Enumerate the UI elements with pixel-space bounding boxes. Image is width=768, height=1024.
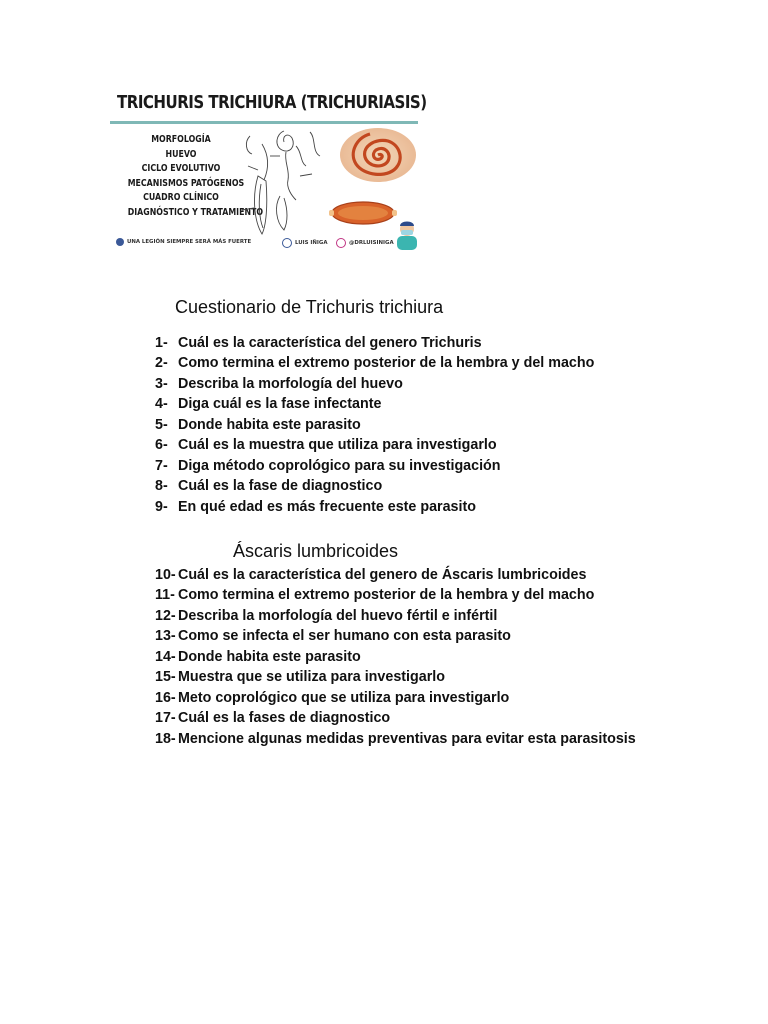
question-text: Mencione algunas medidas preventivas para evitar esta parasitosis	[178, 730, 636, 747]
section-heading-trichuris: Cuestionario de Trichuris trichiura	[175, 297, 444, 317]
banner-title: TRICHURIS TRICHIURA (TRICHURIASIS)	[117, 93, 427, 113]
question-text: Donde habita este parasito	[178, 416, 361, 433]
logo-badge-icon	[116, 238, 124, 246]
question-number: 8-	[155, 478, 168, 495]
question-number: 16-	[155, 689, 176, 706]
question-text: Como termina el extremo posterior de la hembra y del macho	[178, 355, 595, 372]
question-text: Cuál es la muestra que utiliza para investigarlo	[178, 437, 497, 454]
question-text: Cuál es la característica del genero Trichuris	[178, 335, 482, 351]
question-number: 15-	[155, 669, 176, 686]
banner-topic: CICLO EVOLUTIVO	[141, 163, 221, 175]
footer-motto-text: UNA LEGIÓN SIEMPRE SERÁ MÁS FUERTE	[127, 239, 252, 245]
question-number: 12-	[155, 607, 176, 624]
question-number: 2-	[155, 355, 168, 372]
question-number: 10-	[155, 567, 176, 583]
banner-topic: MORFOLOGÍA	[151, 134, 211, 145]
banner-footer-motto	[116, 238, 251, 246]
question-text: Como se infecta el ser humano con esta parasito	[178, 628, 511, 645]
question-text: Meto coprológico que se utiliza para investigarlo	[178, 689, 510, 706]
question-text: Diga método coprológico para su investigación	[178, 457, 501, 474]
banner-footer-facebook	[282, 238, 328, 248]
doctor-avatar-icon	[394, 216, 420, 250]
question-text: Cuál es la fases de diagnostico	[178, 710, 391, 727]
question-number: 18-	[155, 730, 176, 747]
trichuris-egg-icon	[326, 198, 400, 228]
question-text: Describa la morfología del huevo fértil e infértil	[178, 607, 498, 624]
question-number: 1-	[155, 335, 168, 351]
question-text: Como termina el extremo posterior de la hembra y del macho	[178, 587, 595, 604]
question-text: Cuál es la fase de diagnostico	[178, 478, 383, 495]
question-number: 5-	[155, 416, 168, 433]
banner-topic: MECANISMOS PATÓGENOS	[127, 177, 245, 189]
question-number: 14-	[155, 648, 176, 665]
question-text: Describa la morfología del huevo	[178, 375, 403, 392]
section-heading-ascaris: Áscaris lumbricoides	[233, 541, 399, 561]
footer-instagram-handle: @DRLUISINIGA	[349, 240, 394, 246]
question-number: 6-	[155, 437, 168, 454]
question-number: 17-	[155, 710, 176, 727]
banner-divider	[110, 121, 418, 124]
banner-topic: DIAGNÓSTICO Y TRATAMIENTO	[127, 206, 264, 218]
banner-topic-list	[116, 133, 264, 221]
instagram-icon	[336, 238, 346, 248]
question-number: 4-	[155, 396, 168, 413]
question-text: En qué edad es más frecuente este parasito	[178, 498, 476, 515]
worm-spiral-photo-icon	[334, 126, 416, 184]
question-text: Muestra que se utiliza para investigarlo	[178, 669, 445, 686]
question-number: 9-	[155, 498, 168, 515]
question-number: 11-	[155, 587, 175, 604]
footer-facebook-handle: LUIS IÑIGA	[295, 240, 328, 246]
question-text: Donde habita este parasito	[178, 648, 361, 665]
question-number: 7-	[155, 457, 168, 474]
question-number: 13-	[155, 628, 176, 645]
question-number: 3-	[155, 375, 168, 392]
trichuris-banner-image	[108, 88, 427, 252]
banner-topic: HUEVO	[165, 148, 197, 160]
worm-morphology-drawing-icon	[240, 126, 340, 238]
banner-topic: CUADRO CLÍNICO	[143, 192, 219, 204]
facebook-icon	[282, 238, 292, 248]
question-text: Diga cuál es la fase infectante	[178, 396, 382, 413]
question-text: Cuál es la característica del genero de Áscaris lumbricoides	[178, 567, 587, 583]
banner-footer-instagram	[336, 238, 394, 248]
